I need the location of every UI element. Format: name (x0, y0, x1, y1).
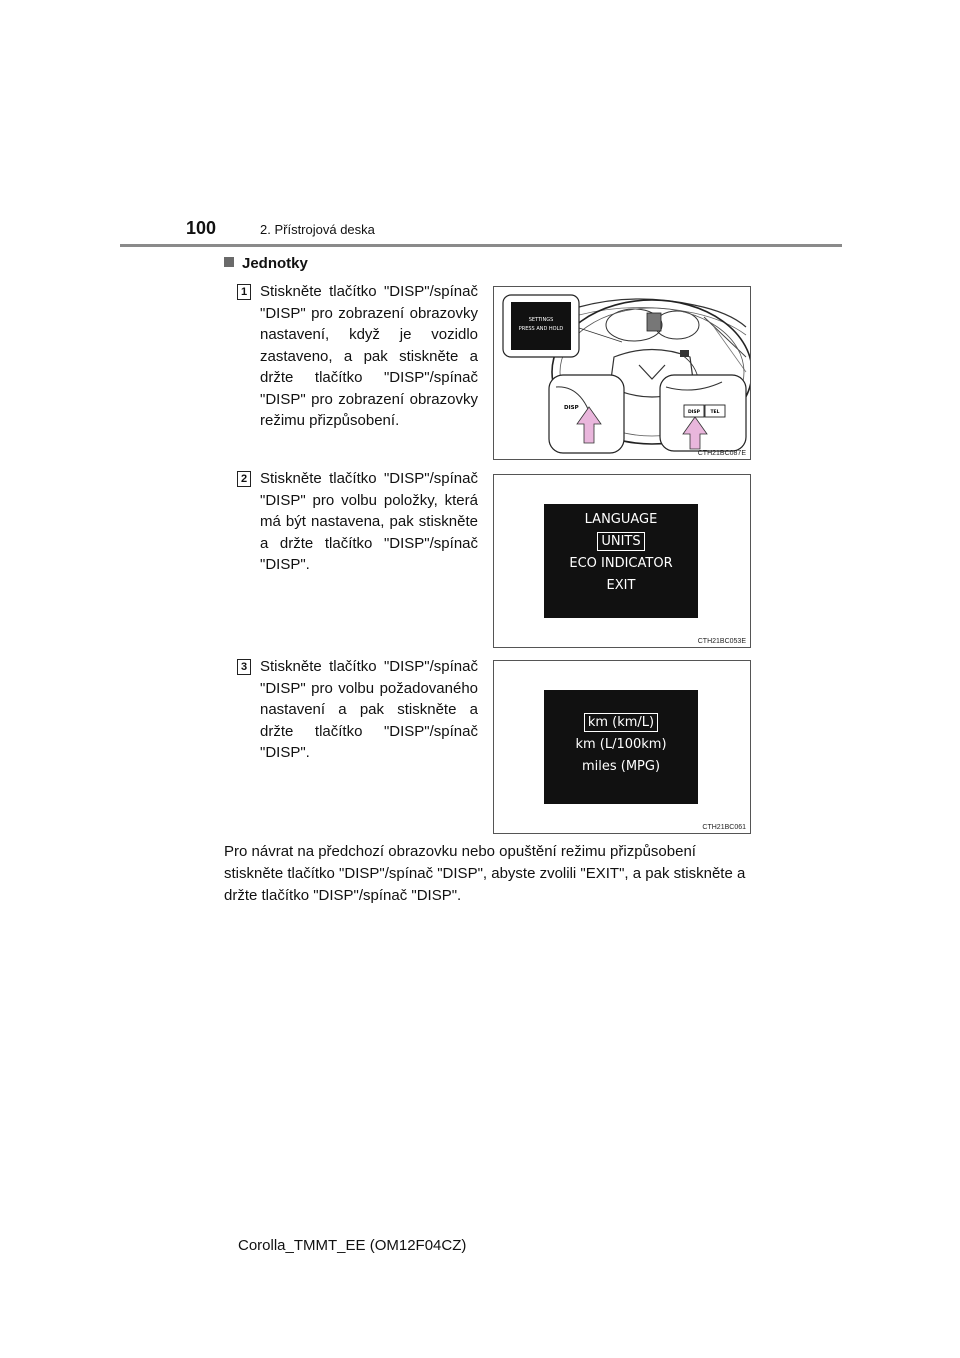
step-number-2: 2 (237, 471, 251, 487)
display-screen (544, 504, 698, 618)
step-text-3: Stiskněte tlačítko "DISP"/spínač "DISP" pro volbu požadovaného nastavení a pak stiskněte a držte tlačítko "DISP"/spínač "DISP". (260, 658, 478, 761)
display-text-line2: PRESS AND HOLD (518, 326, 564, 332)
figure-settings-menu (493, 474, 751, 648)
display-text-line1: SETTINGS (528, 317, 554, 323)
menu-item: km (L/100km) (575, 737, 667, 752)
menu-item: LANGUAGE (584, 512, 658, 527)
right-tel-label: TEL (710, 410, 720, 415)
step-number-1: 1 (237, 284, 251, 300)
figure-steering-wheel (493, 286, 751, 460)
chapter-title: 2. Přístrojová deska (260, 222, 375, 237)
steering-wheel-illustration (494, 287, 750, 459)
left-disp-label: DISP (564, 405, 579, 411)
menu-item: ECO INDICATOR (569, 556, 673, 571)
square-bullet-icon (224, 257, 234, 267)
header-divider (120, 244, 842, 247)
section-heading (224, 255, 308, 272)
page-number: 100 (186, 218, 217, 238)
step-number-3: 3 (237, 659, 251, 675)
body-paragraph: Pro návrat na předchozí obrazovku nebo opuštění režimu přizpůsobení stiskněte tlačítko "DISP"/spínač "DISP", abyste zvolili "EXIT", a pak stiskněte a držte tlačítko "DISP"/spínač "DISP". (224, 843, 746, 904)
display-screen (544, 690, 698, 804)
step-text-1: Stiskněte tlačítko "DISP"/spínač "DISP" pro zobrazení obrazovky nastavení, když je vozidlo zastaveno, a pak stiskněte a držte tlačítko "DISP"/spínač "DISP" pro zobrazení obrazovky režimu přizpůsobení. (260, 283, 478, 429)
figure-code: CTH21BC061 (702, 824, 746, 831)
menu-item: EXIT (606, 578, 636, 593)
step-text-2: Stiskněte tlačítko "DISP"/spínač "DISP" pro volbu položky, která má být nastavena, pak stiskněte a držte tlačítko "DISP"/spínač "DISP". (260, 470, 478, 573)
figure-code: CTH21BC087E (697, 450, 746, 457)
right-disp-label: DISP (688, 410, 700, 415)
footer-manual-id: Corolla_TMMT_EE (OM12F04CZ) (238, 1237, 467, 1254)
menu-item-selected: km (km/L) (584, 713, 658, 732)
figure-code: CTH21BC053E (697, 638, 746, 645)
menu-item-selected: UNITS (597, 532, 644, 551)
menu-item: miles (MPG) (581, 759, 661, 774)
figure-units-menu (493, 660, 751, 834)
section-title: Jednotky (242, 255, 308, 272)
